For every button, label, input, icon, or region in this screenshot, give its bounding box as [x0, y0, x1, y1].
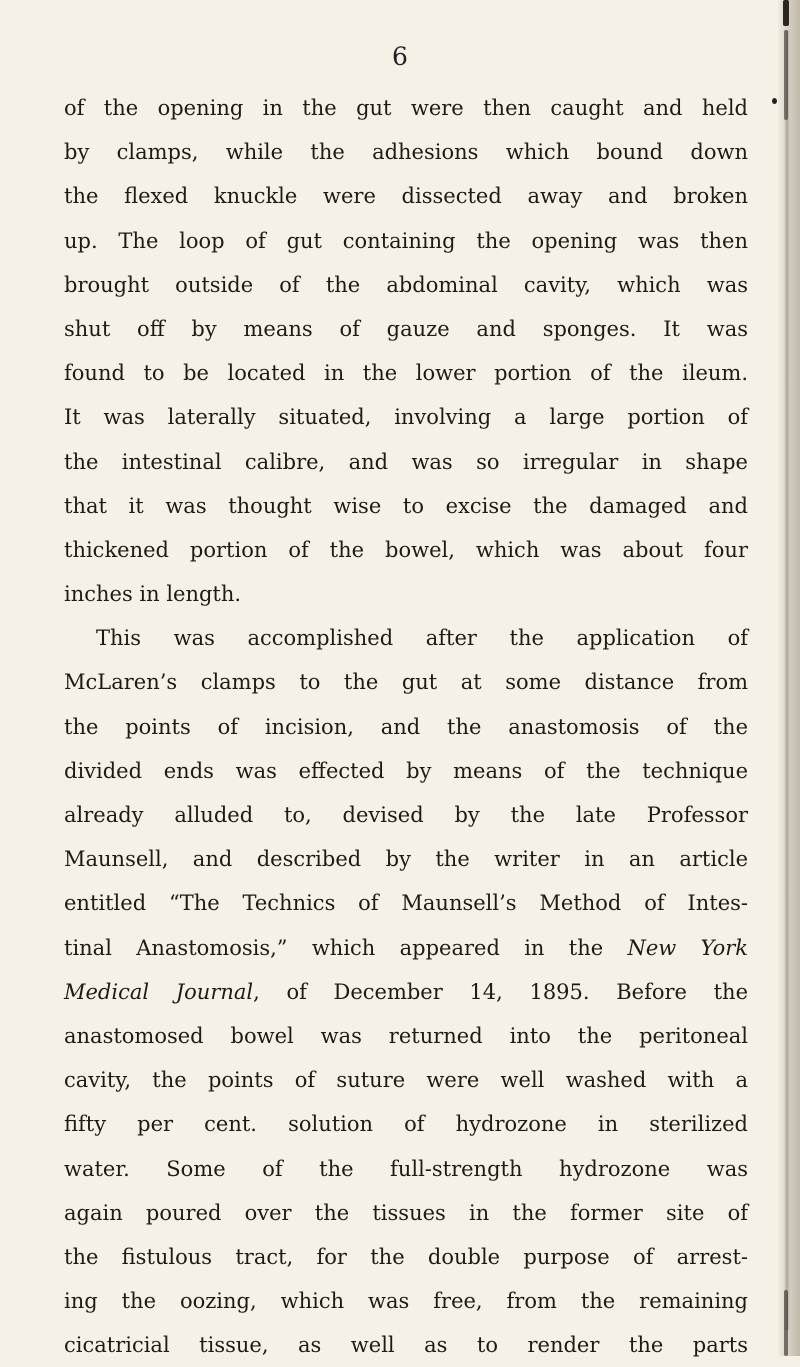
text-line: cavity, the points of suture were well washed with a: [64, 1068, 748, 1093]
edge-mark: [784, 30, 788, 120]
text-line: brought outside of the abdominal cavity, which was: [64, 272, 748, 297]
edge-mark: [783, 0, 789, 26]
text-line: of the opening in the gut were then caught and held: [64, 96, 748, 120]
text-line: cicatricial tissue, as well as to render the parts: [64, 1333, 748, 1358]
text-line: It was laterally situated, involving a large portion of: [64, 405, 748, 430]
text-line: [64, 970, 748, 1014]
journal-title-italic: Medical Journal: [64, 979, 254, 1004]
text-line: entitled “The Technics of Maunsell’s Method of Intes-: [64, 891, 748, 916]
text-line: Maunsell, and described by the writer in an article: [64, 847, 748, 872]
text-line: [64, 926, 748, 970]
text-line: already alluded to, devised by the late Professor: [64, 803, 748, 827]
text-line: shut off by means of gauze and sponges. It was: [64, 316, 748, 341]
text-line: the points of incision, and the anastomosis of the: [64, 714, 748, 739]
ink-speck: [772, 98, 777, 104]
text-line: fifty per cent. solution of hydrozone in sterilized: [64, 1112, 748, 1137]
line-text: tinal Anastomosis,” which appeared in the: [64, 935, 628, 960]
text-line: water. Some of the full-strength hydrozone was: [64, 1156, 748, 1181]
text-line: anastomosed bowel was returned into the peritoneal: [64, 1023, 748, 1048]
paragraph-start-line: This was accomplished after the application of: [96, 626, 748, 651]
journal-title-italic: New York: [627, 935, 748, 960]
gutter-shadow: [784, 30, 790, 1330]
paragraph-end-line: inches in length.: [64, 582, 242, 607]
text-line: by clamps, while the adhesions which bound down: [64, 140, 748, 165]
text-line: found to be located in the lower portion of the ileum.: [64, 361, 748, 386]
text-line: that it was thought wise to excise the damaged and: [64, 493, 748, 518]
text-line: divided ends was effected by means of the technique: [64, 758, 748, 783]
text-line: the flexed knuckle were dissected away and broken: [64, 184, 748, 209]
body-text: [64, 86, 748, 1367]
text-line: up. The loop of gut containing the opening was then: [64, 228, 748, 253]
text-line: again poured over the tissues in the former site of: [64, 1200, 748, 1225]
edge-mark: [784, 1290, 788, 1356]
text-line: ing the oozing, which was free, from the remaining: [64, 1289, 748, 1314]
text-line: the intestinal calibre, and was so irregular in shape: [64, 449, 748, 474]
text-line: the fistulous tract, for the double purpose of arrest-: [64, 1244, 748, 1269]
text-line: thickened portion of the bowel, which was about four: [64, 537, 748, 562]
text-line: McLaren’s clamps to the gut at some distance from: [64, 670, 748, 695]
page-number: 6: [392, 42, 408, 71]
line-text: , of December 14, 1895. Before the: [253, 979, 748, 1004]
